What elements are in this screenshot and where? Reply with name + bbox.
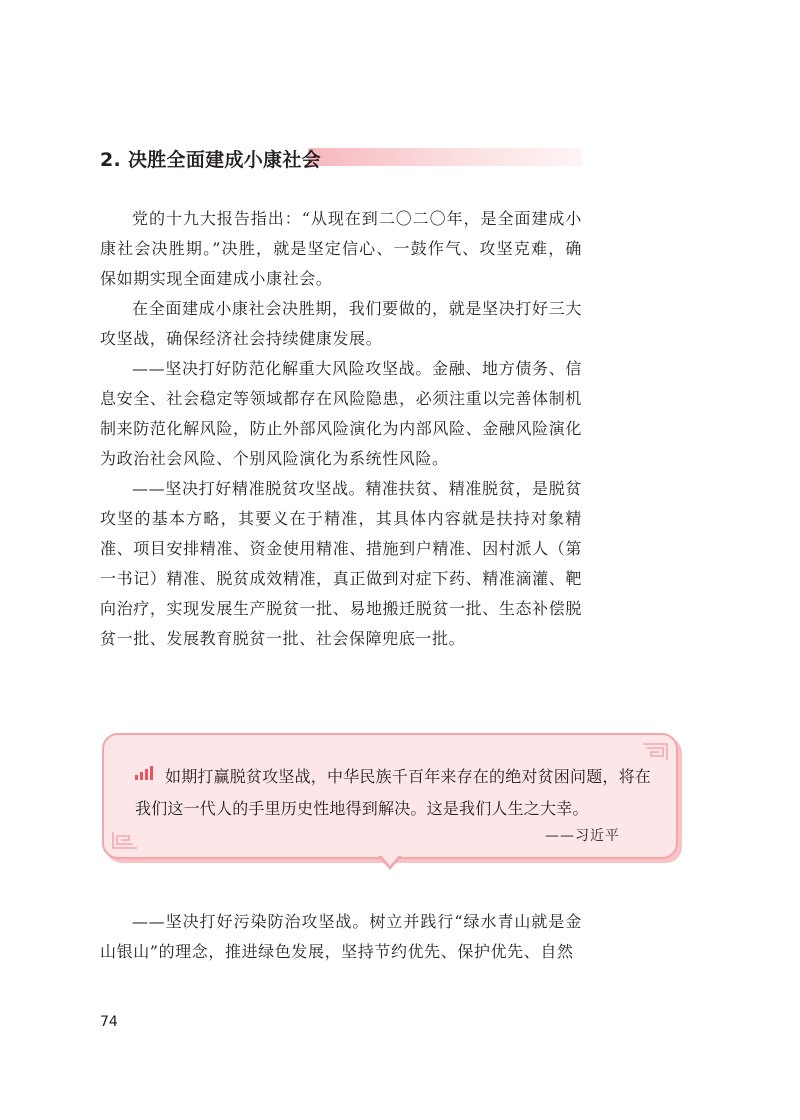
corner-ornament-icon — [642, 743, 668, 761]
paragraph: 在全面建成小康社会决胜期，我们要做的，就是坚决打好三大攻坚战，确保经济社会持续健康发展。 — [100, 299, 582, 348]
section-heading-bar — [308, 148, 582, 166]
quote-author: ——习近平 — [545, 828, 620, 844]
quote-pointer-fill — [381, 855, 399, 866]
paragraph: ——坚决打好精准脱贫攻坚战。精准扶贫、精准脱贫，是脱贫攻坚的基本方略，其要义在于精准，其具体内容就是扶持对象精准、项目安排精准、资金使用精准、措施到户精准、因村派人（第一书记）精准、脱贫成效精准，真正做到对症下药、精准滴灌、靶向治疗，实现发展生产脱贫一批、易地搬迁脱贫一批、生态补偿脱贫一批、发展教育脱贫一批、社会保障兜底一批。 — [100, 479, 582, 648]
section-heading — [100, 146, 582, 170]
body-text-top — [100, 204, 582, 654]
paragraph: ——坚决打好污染防治攻坚战。树立并践行“绿水青山就是金山银山”的理念，推进绿色发展，坚持节约优先、保护优先、自然 — [100, 912, 582, 961]
paragraph: ——坚决打好防范化解重大风险攻坚战。金融、地方债务、信息安全、社会稳定等领域都存在风险隐患，必须注重以完善体制机制来防范化解风险，防止外部风险演化为内部风险、金融风险演化为政治社会风险、个别风险演化为系统性风险。 — [100, 359, 582, 468]
section-title: 2. 决胜全面建成小康社会 — [100, 149, 321, 171]
quote-body: 如期打赢脱贫攻坚战，中华民族千百年来存在的绝对贫困问题，将在我们这一代人的手里历史性地得到解决。这是我们人生之大幸。 — [135, 767, 652, 818]
paragraph: 党的十九大报告指出：“从现在到二〇二〇年，是全面建成小康社会决胜期。”决胜，就是坚定信心、一鼓作气、攻坚克难，确保如期实现全面建成小康社会。 — [100, 209, 582, 288]
quote-text — [135, 761, 655, 825]
corner-ornament-icon — [112, 831, 138, 849]
page-number: 74 — [100, 1014, 118, 1030]
body-text-bottom — [100, 907, 582, 967]
